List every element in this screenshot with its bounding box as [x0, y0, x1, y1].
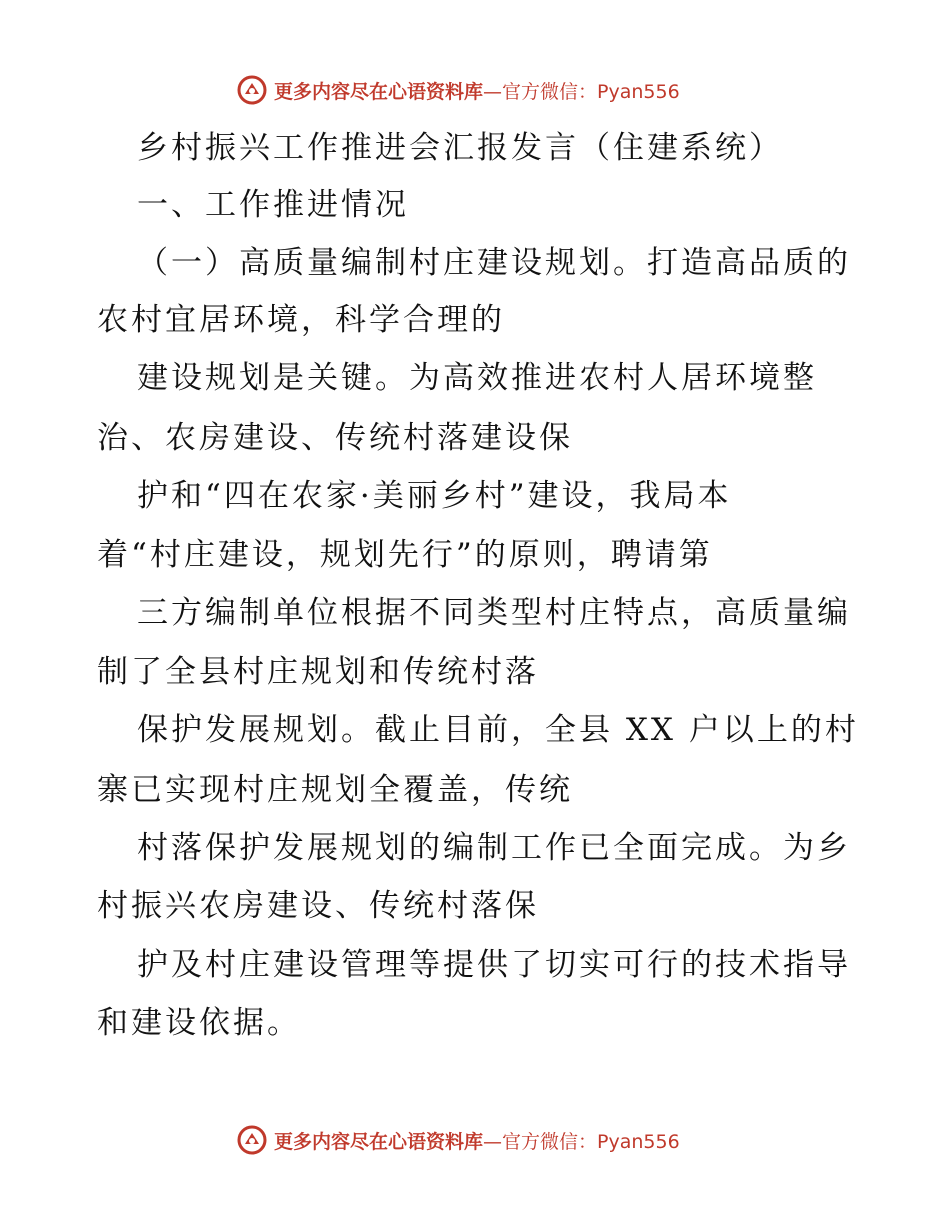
header-banner-text: 更多内容尽在心语资料库	[274, 80, 484, 103]
header-banner-contact: —官方微信：Pyan556	[483, 80, 680, 103]
footer-banner-contact: —官方微信：Pyan556	[483, 1130, 680, 1153]
logo-icon	[236, 74, 268, 106]
paragraph-line: 治、农房建设、传统村落建设保	[97, 420, 573, 456]
paragraph-line: 三方编制单位根据不同类型村庄特点，高质量编	[137, 595, 851, 631]
paragraph-line: 护和“四在农家·美丽乡村”建设，我局本	[137, 478, 732, 514]
paragraph-line: 保护发展规划。截止目前，全县 XX 户以上的村	[137, 712, 859, 748]
paragraph-line: 和建设依据。	[97, 1005, 301, 1041]
section-heading: 一、工作推进情况	[137, 187, 409, 223]
paragraph-line: 着“村庄建设，规划先行”的原则，聘请第	[97, 537, 713, 573]
paragraph-line: 村落保护发展规划的编制工作已全面完成。为乡	[137, 830, 851, 866]
logo-icon	[236, 1124, 268, 1156]
paragraph-line: 寨已实现村庄规划全覆盖，传统	[97, 772, 573, 808]
paragraph-line: 护及村庄建设管理等提供了切实可行的技术指导	[137, 947, 851, 983]
paragraph-line: 建设规划是关键。为高效推进农村人居环境整	[137, 360, 817, 396]
footer-banner	[236, 1123, 756, 1157]
paragraph-line: 农村宜居环境，科学合理的	[97, 302, 505, 338]
paragraph-line: 村振兴农房建设、传统村落保	[97, 888, 539, 924]
header-banner	[236, 73, 756, 107]
document-title: 乡村振兴工作推进会汇报发言（住建系统）	[137, 130, 783, 166]
paragraph-line: （一）高质量编制村庄建设规划。打造高品质的	[137, 245, 851, 281]
paragraph-line: 制了全县村庄规划和传统村落	[97, 654, 539, 690]
footer-banner-text: 更多内容尽在心语资料库	[274, 1130, 484, 1153]
